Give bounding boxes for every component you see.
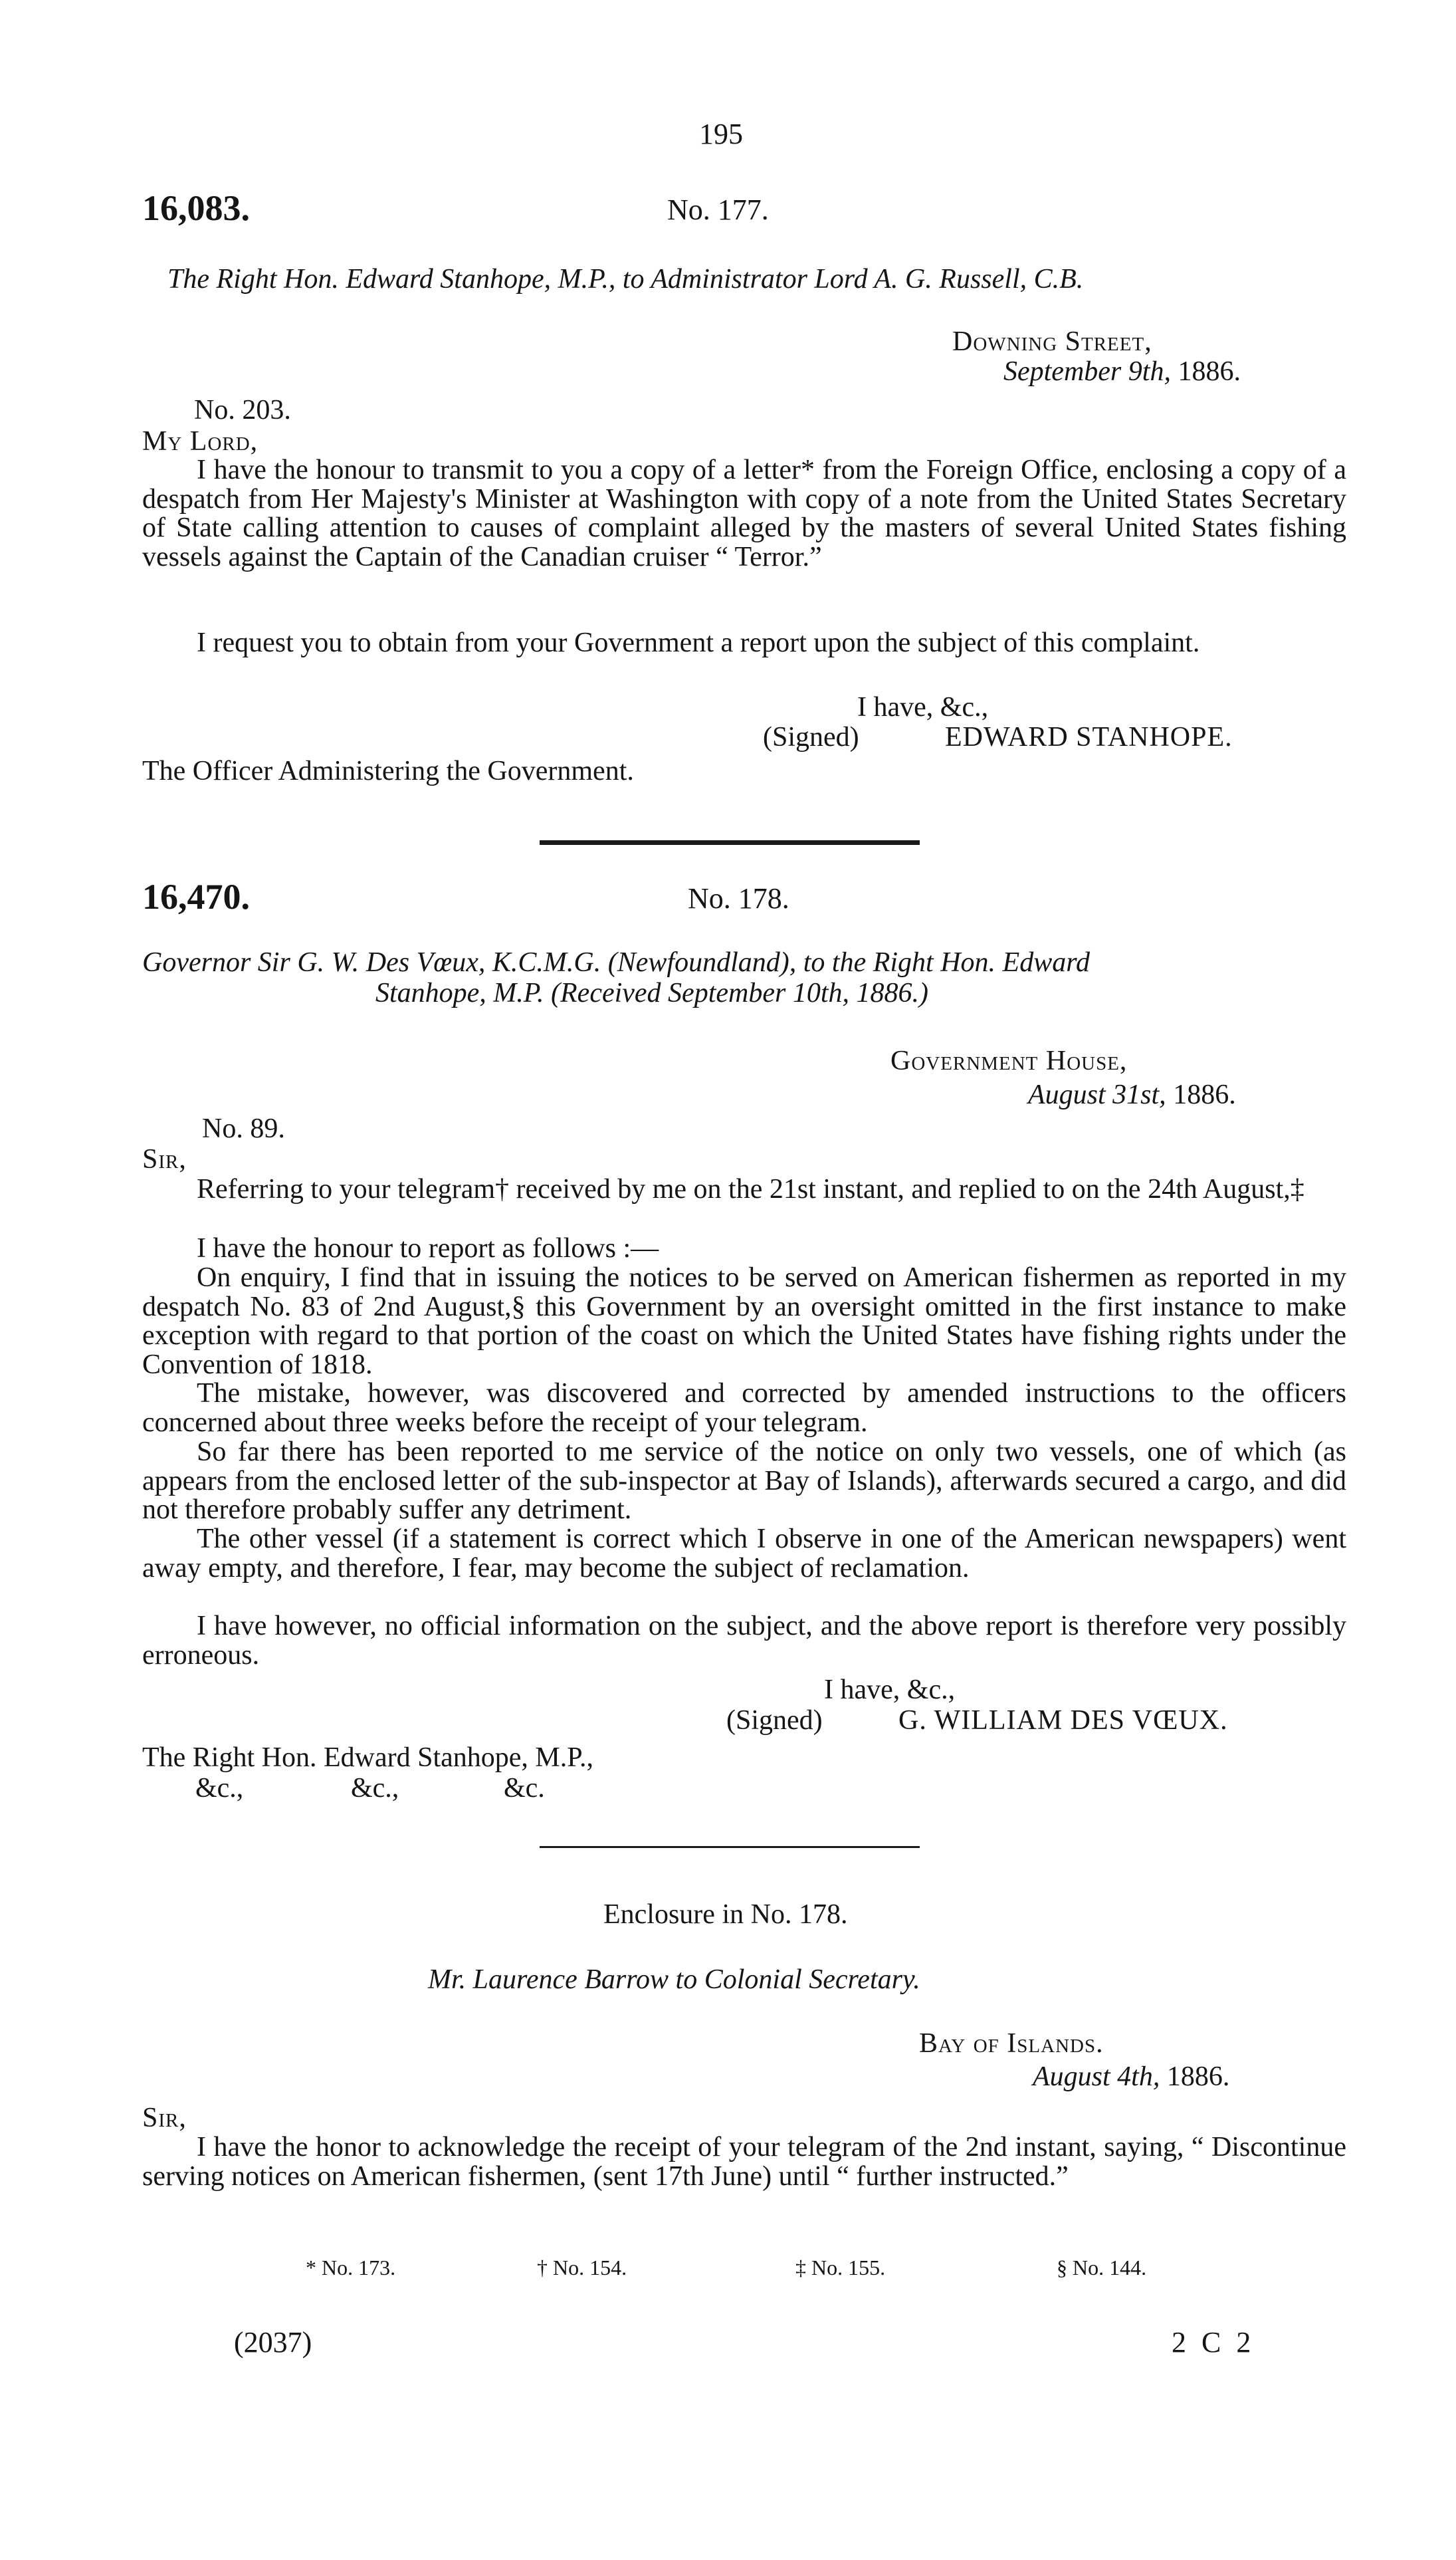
- doc2-signature: G. WILLIAM DES VŒUX.: [898, 1705, 1228, 1736]
- doc2-paragraph-2: I have the honour to report as follows :—: [197, 1233, 659, 1264]
- doc1-signed-label: (Signed): [763, 722, 859, 753]
- enclosure-salutation: Sir,: [142, 2103, 187, 2133]
- enclosure-paragraph-1: I have the honor to acknowledge the receipt of your telegram of the 2nd instant, saying, “ Discontinue serving notices on American fishermen, (sent 17th June) until “ further instructed.”: [142, 2132, 1346, 2192]
- section-divider-thick: [540, 840, 920, 845]
- doc2-heading-line2: Stanhope, M.P. (Received September 10th, 1886.): [375, 978, 928, 1008]
- doc2-despatch-number: No. 89.: [202, 1113, 285, 1144]
- doc1-closing: I have, &c.,: [857, 692, 989, 723]
- doc2-date-year: 1886.: [1173, 1080, 1236, 1110]
- signature-mark: 2 C 2: [1172, 2326, 1255, 2359]
- doc2-paragraph-3: On enquiry, I find that in issuing the notices to be served on American fishermen as reported in my despatch No. 83 of 2nd August,§ this Government by an oversight omitted in the first instance to make exception with regard to that portion of the coast on which the United States have fishing rights under the Convention of 1818.: [142, 1262, 1346, 1380]
- doc2-signed-label: (Signed): [726, 1705, 823, 1736]
- doc2-closing: I have, &c.,: [824, 1675, 956, 1705]
- doc2-ref-number: 16,470.: [142, 877, 250, 917]
- section-divider-thin: [540, 1846, 920, 1848]
- doc2-paragraph-5: So far there has been reported to me service of the notice on only two vessels, one of which (as appears from the enclosed letter of the sub-inspector at Bay of Islands), afterwards secured a cargo, and did not therefore probably suffer any detriment.: [142, 1437, 1346, 1525]
- doc1-ref-number: 16,083.: [142, 188, 250, 228]
- doc2-etc-2: &c.,: [351, 1773, 399, 1804]
- doc2-date-day: August 31st,: [1028, 1080, 1166, 1110]
- doc2-address: Government House,: [890, 1046, 1128, 1076]
- doc2-etc-3: &c.: [504, 1773, 545, 1804]
- doc1-date-year: 1886.: [1178, 356, 1241, 387]
- footnote-4: § No. 144.: [1057, 2256, 1147, 2279]
- print-number: (2037): [234, 2326, 312, 2359]
- doc1-despatch-number: No. 203.: [194, 395, 291, 425]
- doc1-paragraph-1: I have the honour to transmit to you a copy of a letter* from the Foreign Office, enclosing a copy of a despatch from Her Majesty's Minister at Washington with copy of a note from the United States Secretary of State calling attention to causes of complaint alleged by the masters of several United States fishing vessels against the Captain of the Canadian cruiser “ Terror.”: [142, 455, 1346, 572]
- doc2-paragraph-6: The other vessel (if a statement is correct which I observe in one of the American newspapers) went away empty, and therefore, I fear, may become the subject of reclamation.: [142, 1524, 1346, 1583]
- doc2-paragraph-4: The mistake, however, was discovered and corrected by amended instructions to the officers concerned about three weeks before the receipt of your telegram.: [142, 1378, 1346, 1438]
- doc1-date: [1003, 356, 1241, 388]
- enclosure-title: Enclosure in No. 178.: [603, 1899, 848, 1930]
- enclosure-date-year: 1886.: [1166, 2061, 1230, 2092]
- doc2-heading-line1: Governor Sir G. W. Des Vœux, K.C.M.G. (Newfoundland), to the Right Hon. Edward: [142, 947, 1090, 978]
- footnote-2: † No. 154.: [537, 2256, 627, 2279]
- enclosure-date-day: August 4th,: [1033, 2061, 1160, 2092]
- doc1-salutation: My Lord,: [142, 426, 259, 457]
- doc2-addressee: The Right Hon. Edward Stanhope, M.P.,: [142, 1742, 593, 1773]
- doc2-etc-1: &c.,: [195, 1773, 244, 1804]
- doc1-date-day: September 9th,: [1003, 356, 1171, 387]
- page-number: 195: [699, 118, 743, 150]
- doc1-signature: EDWARD STANHOPE.: [945, 722, 1233, 753]
- doc1-addressee: The Officer Administering the Government.: [142, 756, 634, 786]
- enclosure-address: Bay of Islands.: [919, 2028, 1104, 2059]
- doc2-item-number: No. 178.: [688, 882, 789, 915]
- doc1-address: Downing Street,: [952, 326, 1152, 357]
- doc1-heading: The Right Hon. Edward Stanhope, M.P., to Administrator Lord A. G. Russell, C.B.: [167, 264, 1084, 294]
- doc2-date: [1028, 1079, 1236, 1111]
- footnote-1: * No. 173.: [306, 2256, 396, 2279]
- doc1-paragraph-2: I request you to obtain from your Government a report upon the subject of this complaint.: [197, 628, 1200, 658]
- doc2-paragraph-1: Referring to your telegram† received by me on the 21st instant, and replied to on the 24th August,‡: [197, 1174, 1304, 1205]
- enclosure-date: [1033, 2061, 1229, 2093]
- doc2-paragraph-7: I have however, no official information on the subject, and the above report is therefore very possibly erroneous.: [142, 1611, 1346, 1671]
- doc1-item-number: No. 177.: [667, 193, 769, 226]
- enclosure-heading: Mr. Laurence Barrow to Colonial Secretary.: [428, 1964, 920, 1995]
- doc2-salutation: Sir,: [142, 1144, 187, 1175]
- footnote-3: ‡ No. 155.: [795, 2256, 886, 2279]
